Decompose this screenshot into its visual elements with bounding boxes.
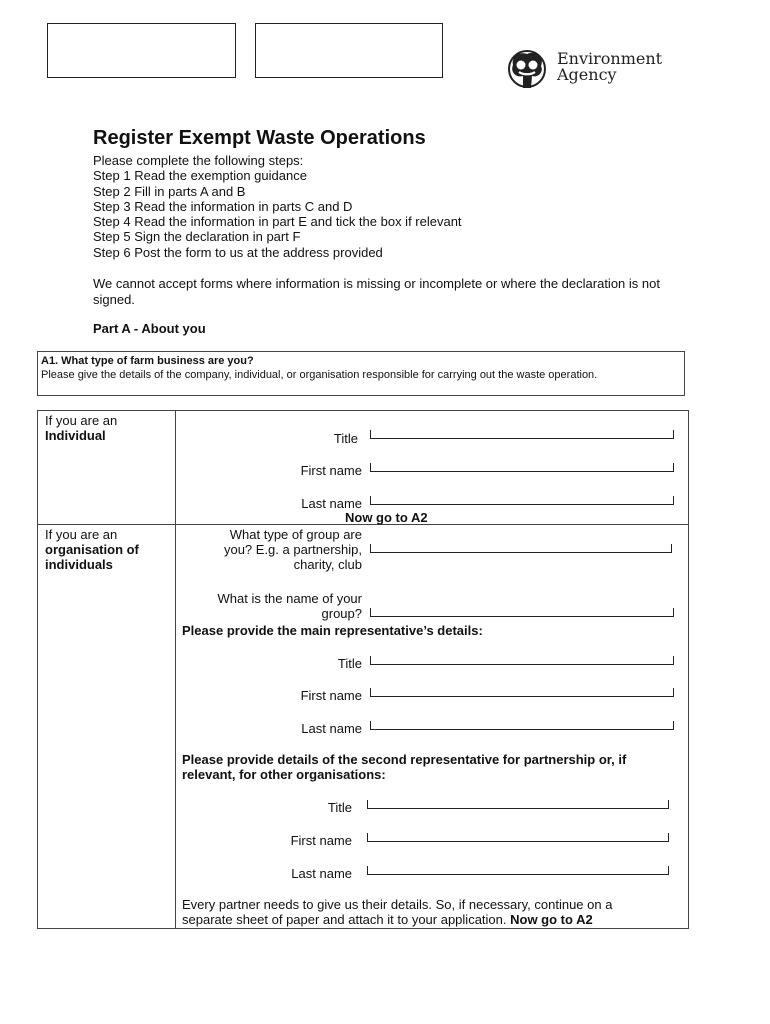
a1-question-box [37,351,685,396]
page-title: Register Exempt Waste Operations [93,127,426,149]
environment-agency-logo [505,48,680,96]
tree-face-logo-icon [505,48,549,94]
individual-last-name-field[interactable] [370,496,674,505]
second-rep-first-name-label: First name [290,833,352,848]
organisation-type-line2: individuals [45,557,113,572]
group-name-field[interactable] [370,608,674,617]
reference-box-right[interactable] [255,23,443,78]
second-rep-last-name-label: Last name [291,866,352,881]
main-rep-last-name-label: Last name [301,721,362,736]
main-rep-first-name-field[interactable] [370,688,674,697]
a1-instruction: Please give the details of the company, individual, or organisation responsible for carrying out the waste operation. [41,369,598,381]
step-3: Step 3 Read the information in parts C and D [93,198,353,214]
step-4: Step 4 Read the information in part E and tick the box if relevant [93,214,462,230]
organisation-prefix: If you are an [45,527,118,542]
individual-title-label: Title [333,431,358,446]
step-5: Step 5 Sign the declaration in part F [93,229,301,245]
applicant-details-table [37,410,689,929]
column-divider [175,411,176,928]
logo-text-line2: Agency [557,65,617,84]
second-representative-heading: Please provide details of the second representative for partnership or, if relevant, for other organisations: [182,752,627,782]
steps-intro: Please complete the following steps: [93,153,304,168]
organisation-label [45,527,139,572]
main-representative-heading: Please provide the main representative’s details: [182,623,483,638]
individual-go-to-a2: Now go to A2 [345,510,428,525]
incomplete-form-note: We cannot accept forms where information is missing or incomplete or where the declaration is not signed. [93,276,660,307]
second-rep-title-label: Title [327,800,352,815]
main-rep-title-field[interactable] [370,656,674,665]
individual-prefix: If you are an [45,413,118,428]
organisation-type-line1: organisation of [45,542,139,557]
second-rep-first-name-field[interactable] [367,833,669,842]
partner-details-note: Every partner needs to give us their details. So, if necessary, continue on a separate sheet of paper and attach it to your application. Now go to A2 [182,897,613,927]
individual-label [45,413,117,443]
main-rep-first-name-label: First name [300,688,362,703]
main-rep-title-label: Title [337,656,362,671]
second-rep-last-name-field[interactable] [367,866,669,875]
individual-title-field[interactable] [370,430,674,439]
steps-list [93,153,462,260]
step-1: Step 1 Read the exemption guidance [93,168,307,184]
part-a-heading: Part A - About you [93,321,206,336]
second-rep-title-field[interactable] [367,800,669,809]
individual-first-name-field[interactable] [370,463,674,472]
main-rep-last-name-field[interactable] [370,721,674,730]
reference-box-left[interactable] [47,23,236,78]
step-6: Step 6 Post the form to us at the address provided [93,244,383,260]
a1-question: A1. What type of farm business are you? [41,355,254,367]
step-2: Step 2 Fill in parts A and B [93,183,246,199]
group-name-label: What is the name of your group? [217,591,362,621]
organisation-go-to-a2: Now go to A2 [510,912,593,927]
individual-last-name-label: Last name [301,496,362,511]
group-type-label: What type of group are you? E.g. a partnership, charity, club [223,527,362,572]
individual-first-name-label: First name [300,463,362,478]
logo-text-line1: Environment [557,49,663,68]
individual-type: Individual [45,428,106,443]
group-type-field[interactable] [370,544,672,553]
